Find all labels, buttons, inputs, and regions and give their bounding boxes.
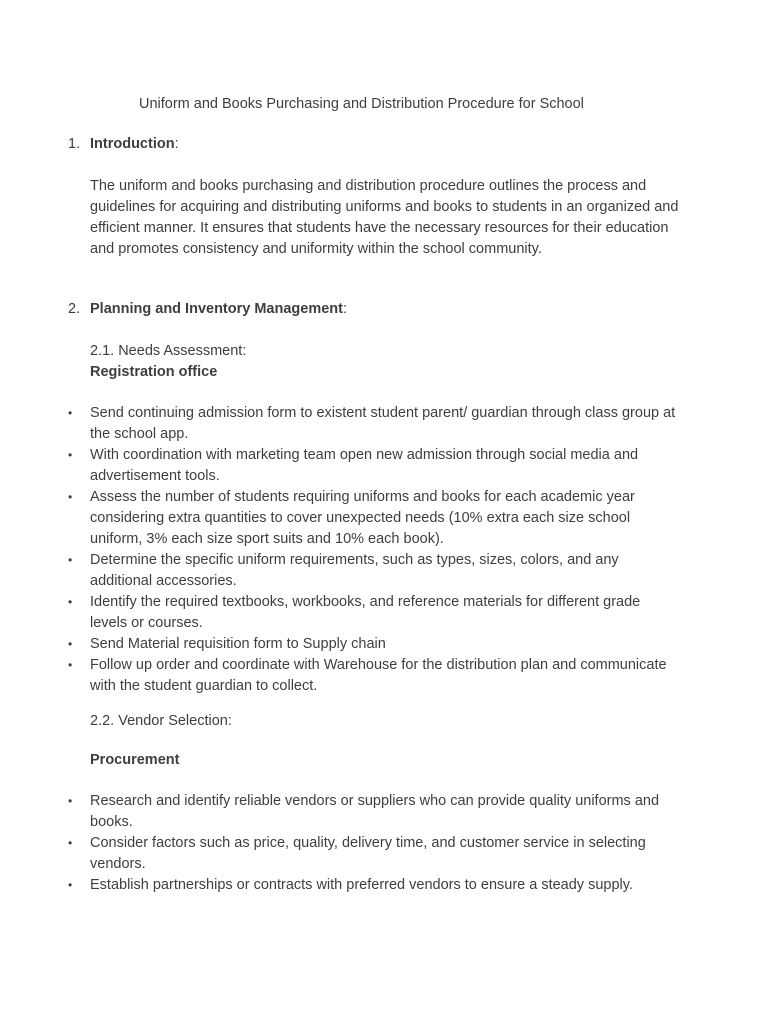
bullet-icon: • [68,490,73,504]
section-introduction-heading: 1. Introduction: [68,134,179,155]
bullet-icon: • [68,553,73,567]
bullet-icon: • [68,448,73,462]
section-number: 1. [68,136,81,152]
subsection-needs-assessment-title: 2.1. Needs Assessment: [90,343,247,359]
bullet-icon: • [68,794,73,808]
section-planning-heading: 2. Planning and Inventory Management: [68,299,347,320]
list-item: • Identify the required textbooks, workbooks, and reference materials for different grade levels or courses. [68,594,641,631]
section-heading-text: Planning and Inventory Management [90,301,343,317]
list-item: • Follow up order and coordinate with Warehouse for the distribution plan and communicate with the student guardian to collect. [68,657,667,694]
introduction-paragraph: The uniform and books purchasing and distribution procedure outlines the process and guidelines for acquiring and distributing uniforms and books to students in an organized and efficient manner. It ensures that students have the necessary resources for their education and promotes consistency and uniformity within the school community. [90,178,679,257]
list-item: • Research and identify reliable vendors or suppliers who can provide quality uniforms and books. [68,793,660,830]
list-item: • With coordination with marketing team open new admission through social media and advertisement tools. [68,447,639,484]
document-title: Uniform and Books Purchasing and Distribution Procedure for School [139,96,584,112]
bullet-icon: • [68,637,73,651]
procurement-label: Procurement [90,752,180,768]
needs-assessment-list [0,403,768,697]
bullet-icon: • [68,406,73,420]
registration-office-label: Registration office [90,364,218,380]
bullet-icon: • [68,658,73,672]
bullet-icon: • [68,836,73,850]
list-item: • Send continuing admission form to existent student parent/ guardian through class group at the school app. [68,405,676,442]
bullet-icon: • [68,595,73,609]
section-heading-text: Introduction [90,136,175,152]
list-item: • Establish partnerships or contracts with preferred vendors to ensure a steady supply. [0,875,680,896]
list-item: • Send Material requisition form to Supply chain [0,634,680,655]
list-item: • Assess the number of students requiring uniforms and books for each academic year considering extra quantities to cover unexpected needs (10% extra each size school uniform, 3% each size sport suits and 10% each book). [68,489,635,547]
subsection-vendor-selection-title: 2.2. Vendor Selection: [90,713,232,729]
vendor-selection-list [0,791,768,896]
list-item: • Consider factors such as price, quality, delivery time, and customer service in selecting vendors. [68,835,646,872]
section-number: 2. [68,301,81,317]
bullet-icon: • [68,878,73,892]
list-item: • Determine the specific uniform requirements, such as types, sizes, colors, and any additional accessories. [68,552,619,589]
